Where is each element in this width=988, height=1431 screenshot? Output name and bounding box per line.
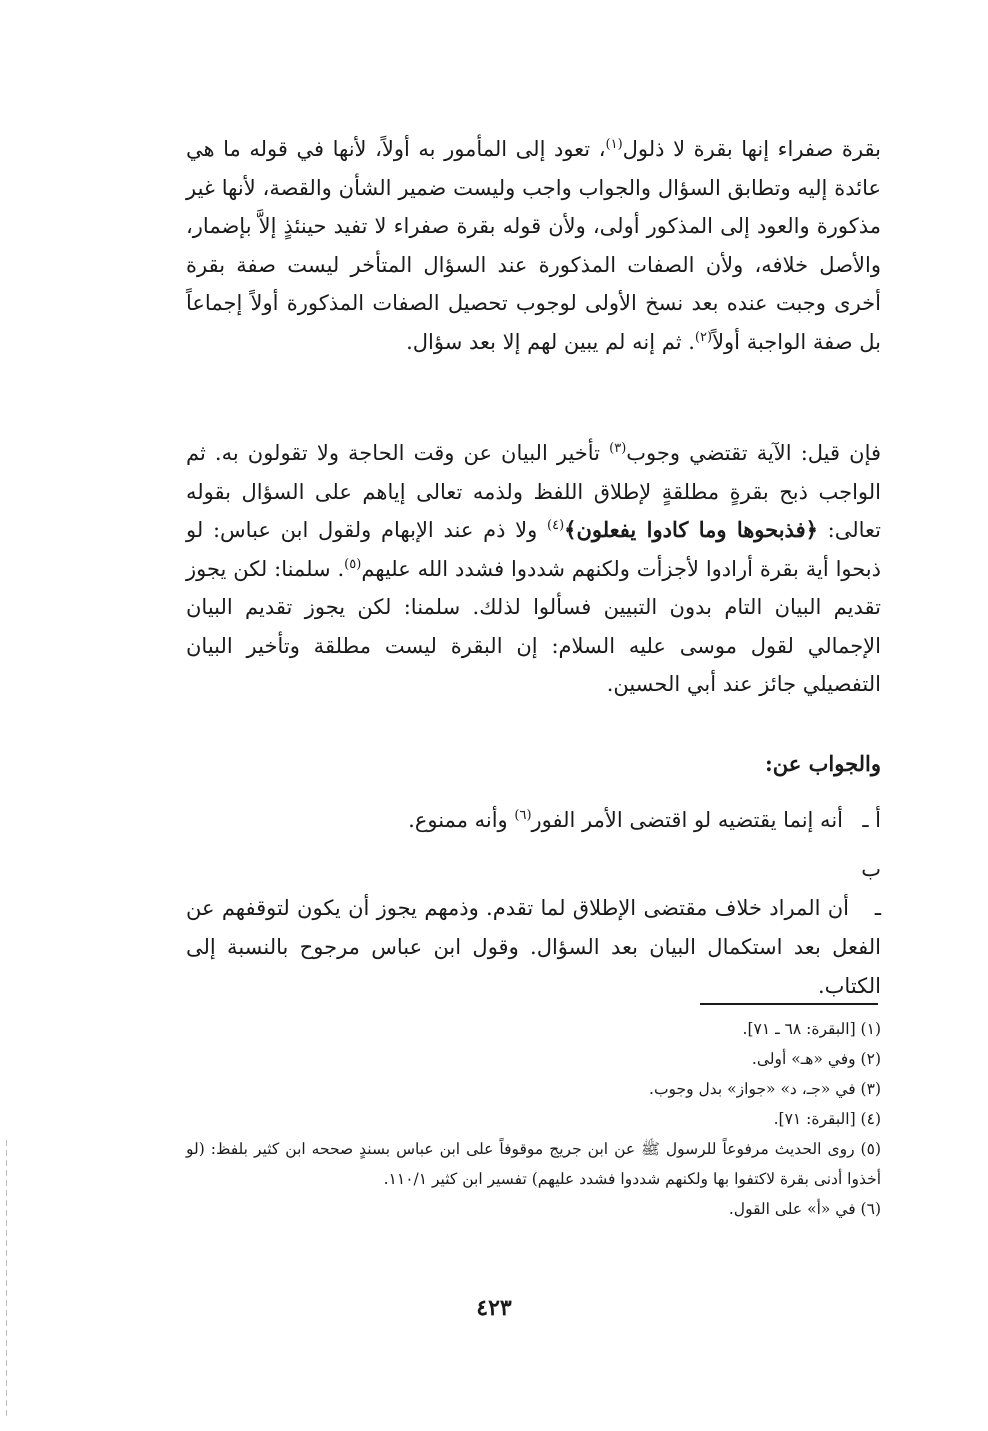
footnote-3: (٣) في «جـ، د» «جواز» بدل وجوب. <box>649 1080 881 1098</box>
footnotes <box>186 1014 881 1224</box>
page-number: ٤٢٣ <box>476 1295 512 1321</box>
paragraph-1 <box>186 130 881 361</box>
paragraph-1-text: . ثم إنه لم يبين لهم إلا بعد سؤال. <box>406 329 695 354</box>
answer-item-b <box>186 850 881 1006</box>
footnote-ref-3: (٣) <box>609 441 627 456</box>
paragraph-1-text: بقرة صفراء إنها بقرة لا ذلول <box>622 137 881 161</box>
answer-heading: والجواب عن: <box>765 751 881 776</box>
answer-item-a <box>186 801 881 840</box>
answer-item-text: وأنه ممنوع. <box>408 808 515 832</box>
footnote-4: (٤) [البقرة: ٧١]. <box>773 1110 881 1128</box>
paragraph-2-text: فإن قيل: الآية تقتضي وجوب <box>626 441 882 465</box>
footnote-separator <box>700 1003 878 1005</box>
paragraph-2 <box>186 434 881 704</box>
paragraph-2-text: ولا ذم عند الإبهام ولقول ابن عباس: لو ذبحوا أية بقرة أرادوا لأجزأت ولكنهم شددوا فشدد الله عليهم <box>186 518 882 581</box>
footnote-1: (١) [البقرة: ٦٨ ـ ٧١]. <box>742 1020 881 1038</box>
item-marker: ب ـ <box>861 857 881 920</box>
quran-verse: ﴿فذبحوها وما كادوا يفعلون﴾ <box>564 517 818 542</box>
answer-item-text: أن المراد خلاف مقتضى الإطلاق لما تقدم. وذمهم يجوز أن يكون لتوقفهم عن الفعل بعد استكمال البيان بعد السؤال. وقول ابن عباس مرجوح بالنسبة إلى الكتاب. <box>186 896 881 998</box>
item-marker: أ ـ <box>862 808 881 832</box>
paragraph-2-text: . سلمنا: لكن يجوز تقديم البيان التام بدون التبيين فسألوا لذلك. سلمنا: لكن يجوز تقديم البيان الإجمالي لقول موسى عليه السلام: إن البقرة ليست مطلقة وتأخير البيان التفصيلي جائز عند أبي الحسين. <box>186 556 881 696</box>
footnote-2: (٢) وفي «هـ» أولى. <box>751 1050 881 1068</box>
footnote-ref-1: (١) <box>605 137 623 152</box>
footnote-ref-5: (٥) <box>344 556 362 572</box>
answer-item-text: أنه إنما يقتضيه لو اقتضى الأمر الفور <box>531 808 843 832</box>
paragraph-1-text: ، تعود إلى المأمور به أولاً، لأنها في قوله ما هي عائدة إليه وتطابق السؤال والجواب واجب وليست ضمير الشأن والقصة، لأنها غير مذكورة والعود إلى المذكور أولى، ولأن قوله بقرة صفراء لا تفيد حينئذٍ إلاَّ بإضمار، والأصل خلافه، ولأن الصفات المذكورة عند السؤال المتأخر ليست صفة بقرة أخرى وجبت عنده بعد نسخ الأولى لوجوب تحصيل الصفات المذكورة أولاً إجماعاً بل صفة الواجبة أولاً <box>186 137 881 354</box>
footnote-5: (٥) روى الحديث مرفوعاً للرسول ﷺ عن ابن جريج موقوفاً على ابن عباس بسندٍ صححه ابن كثير بلفظ: (لو أخذوا أدنى بقرة لاكتفوا بها ولكنهم شددوا فشدد عليهم) تفسير ابن كثير ١١٠/١. <box>186 1140 881 1188</box>
footnote-ref-4: (٤) <box>547 518 565 533</box>
footnote-ref-6: (٦) <box>514 808 532 823</box>
scan-edge-line <box>6 1140 7 1420</box>
footnote-6: (٦) في «أ» على القول. <box>728 1200 881 1218</box>
paragraph-2-text: تأخير البيان عن وقت الحاجة ولا تقولون به. ثم الواجب ذبح بقرةٍ مطلقةٍ لإطلاق اللفظ ولذمه تعالى إياهم على السؤال بقوله تعالى: <box>186 441 882 542</box>
footnote-ref-2: (٢) <box>694 329 713 345</box>
